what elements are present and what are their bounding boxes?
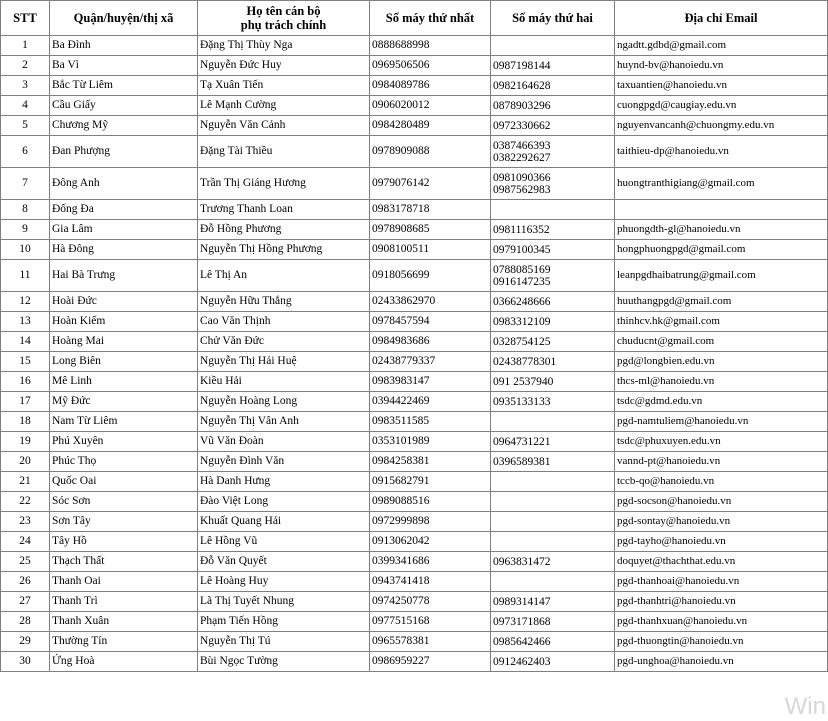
table-row	[1, 136, 828, 168]
cell-stt: 17	[1, 392, 50, 412]
cell-stt: 18	[1, 412, 50, 432]
cell-phone1: 0972999898	[370, 512, 491, 532]
cell-district: Đống Đa	[50, 200, 198, 220]
phone2-number: 0987198144	[493, 59, 551, 72]
cell-phone2	[491, 292, 615, 312]
cell-phone2	[491, 532, 615, 552]
cell-email: pgd-unghoa@hanoiedu.vn	[615, 652, 828, 672]
cell-district: Hoài Đức	[50, 292, 198, 312]
cell-district: Nam Từ Liêm	[50, 412, 198, 432]
cell-phone2	[491, 372, 615, 392]
cell-phone1: 0984983686	[370, 332, 491, 352]
cell-district: Mê Linh	[50, 372, 198, 392]
cell-phone1: 0906020012	[370, 96, 491, 116]
cell-stt: 20	[1, 452, 50, 472]
cell-phone1: 0888688998	[370, 36, 491, 56]
cell-phone2	[491, 612, 615, 632]
cell-phone2	[491, 352, 615, 372]
phone2-number: 0981090366	[493, 171, 551, 184]
cell-officer-name: Trương Thanh Loan	[198, 200, 370, 220]
phone2-number: 0979100345	[493, 243, 551, 256]
cell-phone1: 0984089786	[370, 76, 491, 96]
phone2-number: 0912462403	[493, 655, 551, 668]
cell-district: Cầu Giấy	[50, 96, 198, 116]
cell-stt: 12	[1, 292, 50, 312]
table-row	[1, 332, 828, 352]
table-row	[1, 552, 828, 572]
cell-phone2	[491, 312, 615, 332]
table-row	[1, 572, 828, 592]
phone2-number: 0985642466	[493, 635, 551, 648]
phone2-number: 0982164628	[493, 79, 551, 92]
phone2-number: 0981116352	[493, 223, 550, 236]
cell-officer-name: Đỗ Văn Quyết	[198, 552, 370, 572]
cell-phone2	[491, 472, 615, 492]
phone2-number: 0964731221	[493, 435, 551, 448]
cell-phone2	[491, 168, 615, 200]
cell-officer-name: Chử Văn Đức	[198, 332, 370, 352]
cell-email: taithieu-dp@hanoiedu.vn	[615, 136, 828, 168]
cell-email: tsdc@gdmd.edu.vn	[615, 392, 828, 412]
cell-phone2	[491, 136, 615, 168]
cell-district: Gia Lâm	[50, 220, 198, 240]
cell-district: Long Biên	[50, 352, 198, 372]
cell-phone1: 0943741418	[370, 572, 491, 592]
header-phone2: Số máy thứ hai	[491, 1, 615, 36]
cell-stt: 1	[1, 36, 50, 56]
table-row	[1, 292, 828, 312]
header-district: Quận/huyện/thị xã	[50, 1, 198, 36]
phone2-number: 02438778301	[493, 355, 557, 368]
cell-phone1: 0983511585	[370, 412, 491, 432]
cell-officer-name: Đỗ Hồng Phương	[198, 220, 370, 240]
cell-officer-name: Đào Việt Long	[198, 492, 370, 512]
cell-phone2	[491, 56, 615, 76]
cell-officer-name: Lê Mạnh Cường	[198, 96, 370, 116]
table-row	[1, 168, 828, 200]
table-row	[1, 532, 828, 552]
cell-officer-name: Vũ Văn Đoàn	[198, 432, 370, 452]
cell-district: Bắc Từ Liêm	[50, 76, 198, 96]
cell-officer-name: Nguyễn Thị Tú	[198, 632, 370, 652]
cell-stt: 13	[1, 312, 50, 332]
cell-email: hongphuongpgd@gmail.com	[615, 240, 828, 260]
cell-stt: 29	[1, 632, 50, 652]
phone2-number: 0878903296	[493, 99, 551, 112]
cell-email: pgd-thanhoai@hanoiedu.vn	[615, 572, 828, 592]
cell-phone1: 0394422469	[370, 392, 491, 412]
cell-district: Ba Đình	[50, 36, 198, 56]
table-row	[1, 220, 828, 240]
cell-stt: 21	[1, 472, 50, 492]
cell-phone1: 02433862970	[370, 292, 491, 312]
cell-phone1: 0399341686	[370, 552, 491, 572]
table-row	[1, 452, 828, 472]
table-row	[1, 96, 828, 116]
table-body	[1, 36, 828, 672]
table-row	[1, 116, 828, 136]
cell-district: Sóc Sơn	[50, 492, 198, 512]
table-row	[1, 412, 828, 432]
cell-phone1: 0974250778	[370, 592, 491, 612]
cell-district: Tây Hồ	[50, 532, 198, 552]
cell-stt: 7	[1, 168, 50, 200]
cell-district: Hà Đông	[50, 240, 198, 260]
cell-phone2	[491, 552, 615, 572]
cell-stt: 3	[1, 76, 50, 96]
cell-district: Hoàng Mai	[50, 332, 198, 352]
cell-email: pgd-namtuliem@hanoiedu.vn	[615, 412, 828, 432]
cell-stt: 9	[1, 220, 50, 240]
phone2-number: 0788085169	[493, 263, 551, 276]
cell-stt: 8	[1, 200, 50, 220]
cell-email: huynd-bv@hanoiedu.vn	[615, 56, 828, 76]
cell-phone2	[491, 432, 615, 452]
cell-district: Thường Tín	[50, 632, 198, 652]
table-row	[1, 512, 828, 532]
cell-district: Thạch Thất	[50, 552, 198, 572]
cell-officer-name: Nguyễn Hoàng Long	[198, 392, 370, 412]
phone2-number: 0987562983	[493, 183, 551, 196]
cell-officer-name: Hà Danh Hưng	[198, 472, 370, 492]
header-officer-line2: phụ trách chính	[240, 18, 327, 32]
cell-phone1: 0353101989	[370, 432, 491, 452]
cell-officer-name: Nguyễn Đức Huy	[198, 56, 370, 76]
cell-officer-name: Khuất Quang Hải	[198, 512, 370, 532]
table-row	[1, 652, 828, 672]
cell-phone1: 0978909088	[370, 136, 491, 168]
cell-district: Hoàn Kiếm	[50, 312, 198, 332]
cell-phone2	[491, 452, 615, 472]
cell-phone1: 0977515168	[370, 612, 491, 632]
table-row	[1, 432, 828, 452]
cell-phone2	[491, 76, 615, 96]
cell-phone2	[491, 632, 615, 652]
cell-email: pgd-sontay@hanoiedu.vn	[615, 512, 828, 532]
table-row	[1, 592, 828, 612]
cell-stt: 5	[1, 116, 50, 136]
table-row	[1, 612, 828, 632]
table-row	[1, 36, 828, 56]
cell-email: pgd-thanhxuan@hanoiedu.vn	[615, 612, 828, 632]
watermark-text: Win	[784, 693, 826, 720]
cell-stt: 23	[1, 512, 50, 532]
cell-officer-name: Phạm Tiến Hồng	[198, 612, 370, 632]
phone2-number: 0387466393	[493, 139, 551, 152]
cell-phone2	[491, 200, 615, 220]
cell-email: vannd-pt@hanoiedu.vn	[615, 452, 828, 472]
cell-stt: 15	[1, 352, 50, 372]
cell-phone2	[491, 652, 615, 672]
cell-district: Quốc Oai	[50, 472, 198, 492]
cell-phone1: 0984280489	[370, 116, 491, 136]
cell-district: Hai Bà Trưng	[50, 260, 198, 292]
phone2-number: 0382292627	[493, 151, 551, 164]
cell-phone1: 0978908685	[370, 220, 491, 240]
phone2-number: 0989314147	[493, 595, 551, 608]
cell-phone2	[491, 592, 615, 612]
cell-stt: 6	[1, 136, 50, 168]
cell-phone2	[491, 96, 615, 116]
table-row	[1, 76, 828, 96]
header-email: Địa chỉ Email	[615, 1, 828, 36]
cell-officer-name: Trần Thị Giáng Hương	[198, 168, 370, 200]
cell-stt: 2	[1, 56, 50, 76]
cell-district: Ứng Hoà	[50, 652, 198, 672]
cell-email: pgd-thuongtin@hanoiedu.vn	[615, 632, 828, 652]
cell-phone1: 0983983147	[370, 372, 491, 392]
cell-stt: 25	[1, 552, 50, 572]
cell-phone2	[491, 36, 615, 56]
cell-phone2	[491, 392, 615, 412]
cell-officer-name: Tạ Xuân Tiến	[198, 76, 370, 96]
cell-district: Ba Vì	[50, 56, 198, 76]
cell-stt: 28	[1, 612, 50, 632]
cell-phone2	[491, 116, 615, 136]
cell-phone2	[491, 492, 615, 512]
cell-phone1: 0965578381	[370, 632, 491, 652]
cell-email: pgd-thanhtri@hanoiedu.vn	[615, 592, 828, 612]
phone2-number: 0916147235	[493, 275, 551, 288]
cell-district: Chương Mỹ	[50, 116, 198, 136]
header-officer-line1: Họ tên cán bộ	[246, 4, 321, 18]
cell-phone1: 0918056699	[370, 260, 491, 292]
cell-officer-name: Nguyễn Văn Cảnh	[198, 116, 370, 136]
cell-email: doquyet@thachthat.edu.vn	[615, 552, 828, 572]
cell-email: taxuantien@hanoiedu.vn	[615, 76, 828, 96]
cell-officer-name: Nguyễn Hữu Thắng	[198, 292, 370, 312]
cell-stt: 24	[1, 532, 50, 552]
phone2-number: 0396589381	[493, 455, 551, 468]
cell-district: Sơn Tây	[50, 512, 198, 532]
cell-phone1: 0983178718	[370, 200, 491, 220]
cell-district: Mỹ Đức	[50, 392, 198, 412]
cell-email: nguyenvancanh@chuongmy.edu.vn	[615, 116, 828, 136]
cell-phone1: 0978457594	[370, 312, 491, 332]
cell-email: huuthangpgd@gmail.com	[615, 292, 828, 312]
cell-phone2	[491, 332, 615, 352]
cell-stt: 22	[1, 492, 50, 512]
cell-officer-name: Cao Văn Thịnh	[198, 312, 370, 332]
cell-email: thinhcv.hk@gmail.com	[615, 312, 828, 332]
cell-email: cuongpgd@caugiay.edu.vn	[615, 96, 828, 116]
phone2-number: 091 2537940	[493, 375, 554, 388]
cell-email: thcs-ml@hanoiedu.vn	[615, 372, 828, 392]
cell-email: huongtranthigiang@gmail.com	[615, 168, 828, 200]
phone2-number: 0366248666	[493, 295, 551, 308]
cell-phone2	[491, 240, 615, 260]
table-row	[1, 56, 828, 76]
cell-district: Đông Anh	[50, 168, 198, 200]
table-row	[1, 312, 828, 332]
cell-officer-name: Nguyễn Thị Hồng Phương	[198, 240, 370, 260]
cell-phone1: 0984258381	[370, 452, 491, 472]
cell-officer-name: Lê Thị An	[198, 260, 370, 292]
cell-phone2	[491, 260, 615, 292]
phone2-number: 0972330662	[493, 119, 551, 132]
cell-phone1: 02438779337	[370, 352, 491, 372]
cell-phone1: 0986959227	[370, 652, 491, 672]
table-row	[1, 392, 828, 412]
cell-stt: 30	[1, 652, 50, 672]
cell-email: tsdc@phuxuyen.edu.vn	[615, 432, 828, 452]
cell-email: ngadtt.gdbd@gmail.com	[615, 36, 828, 56]
cell-officer-name: Lê Hồng Vũ	[198, 532, 370, 552]
table-row	[1, 352, 828, 372]
table-row	[1, 240, 828, 260]
cell-email: pgd-tayho@hanoiedu.vn	[615, 532, 828, 552]
cell-officer-name: Lê Hoàng Huy	[198, 572, 370, 592]
cell-email	[615, 200, 828, 220]
cell-stt: 14	[1, 332, 50, 352]
cell-stt: 27	[1, 592, 50, 612]
cell-email: chuducnt@gmail.com	[615, 332, 828, 352]
cell-email: tccb-qo@hanoiedu.vn	[615, 472, 828, 492]
cell-phone2	[491, 512, 615, 532]
cell-officer-name: Lã Thị Tuyết Nhung	[198, 592, 370, 612]
cell-officer-name: Nguyễn Đình Văn	[198, 452, 370, 472]
phone2-number: 0983312109	[493, 315, 551, 328]
cell-phone1: 0989088516	[370, 492, 491, 512]
cell-district: Đan Phượng	[50, 136, 198, 168]
cell-district: Thanh Trì	[50, 592, 198, 612]
cell-district: Thanh Oai	[50, 572, 198, 592]
header-officer	[198, 1, 370, 36]
cell-district: Thanh Xuân	[50, 612, 198, 632]
cell-phone1: 0913062042	[370, 532, 491, 552]
table-row	[1, 260, 828, 292]
table-row	[1, 200, 828, 220]
table-row	[1, 632, 828, 652]
cell-phone2	[491, 412, 615, 432]
phone2-number: 0935133133	[493, 395, 551, 408]
phone2-number: 0973171868	[493, 615, 551, 628]
phone2-number: 0328754125	[493, 335, 551, 348]
cell-email: leanpgdhaibatrung@gmail.com	[615, 260, 828, 292]
cell-phone1: 0979076142	[370, 168, 491, 200]
cell-email: pgd@longbien.edu.vn	[615, 352, 828, 372]
cell-district: Phúc Thọ	[50, 452, 198, 472]
cell-stt: 19	[1, 432, 50, 452]
phone2-number: 0963831472	[493, 555, 551, 568]
cell-stt: 26	[1, 572, 50, 592]
cell-phone1: 0915682791	[370, 472, 491, 492]
cell-officer-name: Kiều Hải	[198, 372, 370, 392]
cell-officer-name: Nguyễn Thị Hải Huệ	[198, 352, 370, 372]
header-row	[1, 1, 828, 36]
cell-district: Phú Xuyên	[50, 432, 198, 452]
cell-stt: 4	[1, 96, 50, 116]
cell-email: pgd-socson@hanoiedu.vn	[615, 492, 828, 512]
cell-officer-name: Đặng Thị Thùy Nga	[198, 36, 370, 56]
table-row	[1, 492, 828, 512]
cell-stt: 10	[1, 240, 50, 260]
cell-email: phuongdth-gl@hanoiedu.vn	[615, 220, 828, 240]
cell-phone2	[491, 572, 615, 592]
cell-phone1: 0908100511	[370, 240, 491, 260]
cell-phone2	[491, 220, 615, 240]
table-row	[1, 472, 828, 492]
cell-officer-name: Bùi Ngọc Tường	[198, 652, 370, 672]
cell-phone1: 0969506506	[370, 56, 491, 76]
header-stt: STT	[1, 1, 50, 36]
cell-stt: 11	[1, 260, 50, 292]
cell-stt: 16	[1, 372, 50, 392]
cell-officer-name: Nguyễn Thị Vân Anh	[198, 412, 370, 432]
cell-officer-name: Đặng Tài Thiều	[198, 136, 370, 168]
table-row	[1, 372, 828, 392]
header-phone1: Số máy thứ nhất	[370, 1, 491, 36]
